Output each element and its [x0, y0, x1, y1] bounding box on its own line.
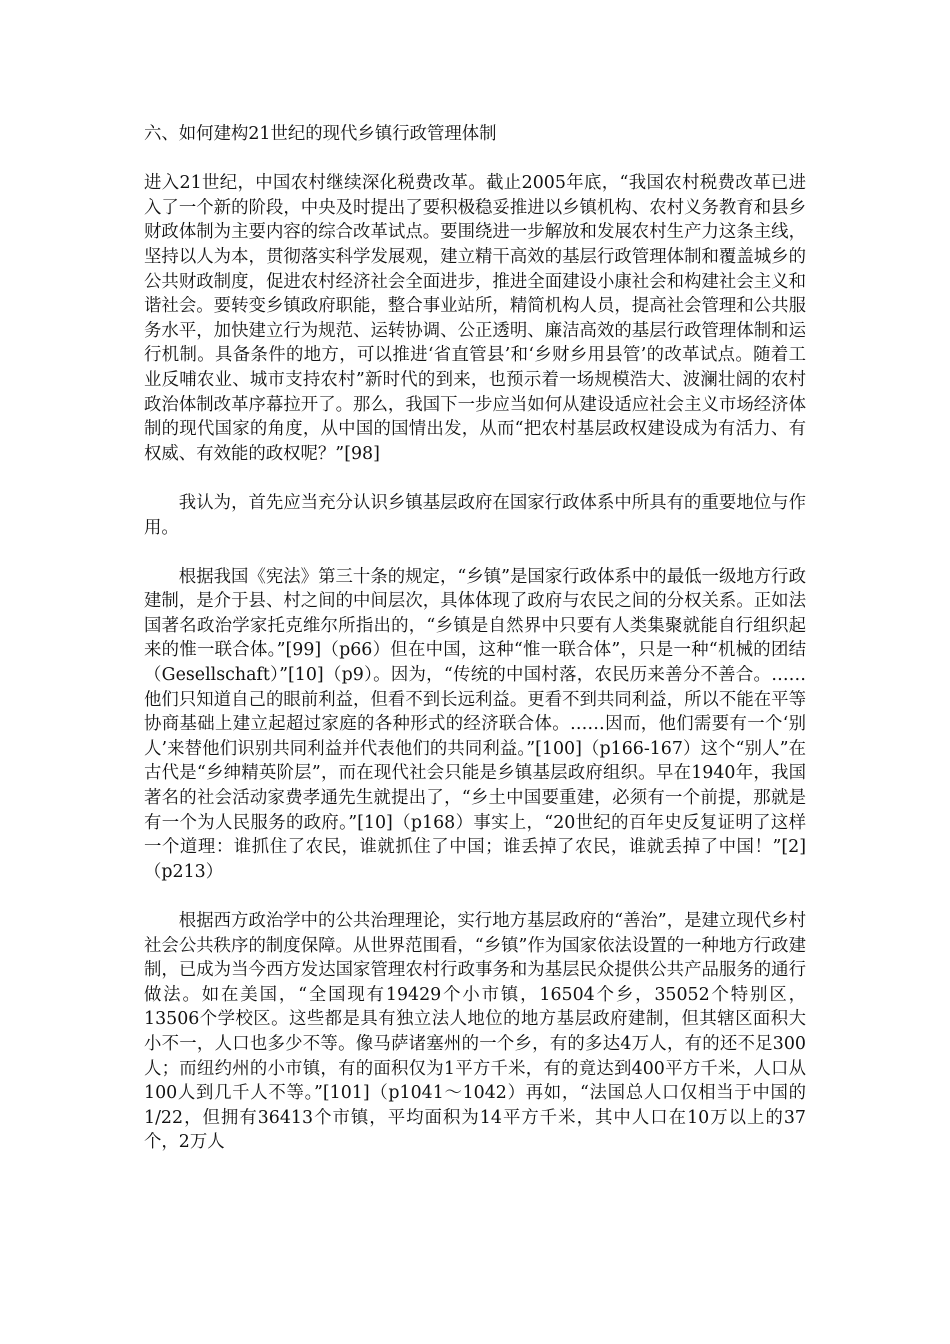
paragraph-4: 根据西方政治学中的公共治理理论，实行地方基层政府的“善治”，是建立现代乡村社会公共秩序的制度保障。从世界范围看，“乡镇”作为国家依法设置的一种地方行政建制，已成为当今西方发达国家管理农村行政事务和为基层民众提供公共产品服务的通行做法。如在美国，“全国现有19429个小市镇，16504个乡，35052个特别区，13506个学校区。这些都是具有独立法人地位的地方基层政府建制，但其辖区面积大小不一，人口也多少不等。像马萨诸塞州的一个乡，有的多达4万人，有的还不足300人；而纽约州的小市镇，有的面积仅为1平方千米，有的竟达到400平方千米，人口从100人到几千人不等。”[101]（p1041～1042）再如，“法国总人口仅相当于中国的1/22，但拥有36413个市镇，平均面积为14平方千米，其中人口在10万以上的37个，2万人	[144, 911, 806, 1153]
section-heading: 六、如何建构21世纪的现代乡镇行政管理体制	[144, 124, 497, 144]
document-body	[144, 122, 806, 1180]
paragraph-3: 根据我国《宪法》第三十条的规定，“乡镇”是国家行政体系中的最低一级地方行政建制，是介于县、村之间的中间层次，具体体现了政府与农民之间的分权关系。正如法国著名政治学家托克维尔所指出的，“乡镇是自然界中只要有人类集聚就能自行组织起来的惟一联合体。”[99]（p66）但在中国，这种“惟一联合体”，只是一种“机械的团结（Gesellschaft）”[10]（p9）。因为，“传统的中国村落，农民历来善分不善合。……他们只知道自己的眼前利益，但看不到长远利益。更看不到共同利益，所以不能在平等协商基础上建立起超过家庭的各种形式的经济联合体。……因而，他们需要有一个‘别人’来替他们识别共同利益并代表他们的共同利益。”[100]（p166-167）这个“别人”在古代是“乡绅精英阶层”，而在现代社会只能是乡镇基层政府组织。早在1940年，我国著名的社会活动家费孝通先生就提出了，“乡土中国要重建，必须有一个前提，那就是有一个为人民服务的政府。”[10]（p168）事实上，“20世纪的百年史反复证明了这样一个道理：谁抓住了农民，谁就抓住了中国；谁丢掉了农民，谁就丢掉了中国！”[2]（p213）	[144, 566, 806, 882]
paragraph-1: 进入21世纪，中国农村继续深化税费改革。截止2005年底，“我国农村税费改革已进入了一个新的阶段，中央及时提出了要积极稳妥推进以乡镇机构、农村义务教育和县乡财政体制为主要内容的综合改革试点。要围绕进一步解放和发展农村生产力这条主线，坚持以人为本，贯彻落实科学发展观，建立精干高效的基层行政管理体制和覆盖城乡的公共财政制度，促进农村经济社会全面进步，推进全面建设小康社会和构建社会主义和谐社会。要转变乡镇政府职能，整合事业站所，精简机构人员，提高社会管理和公共服务水平，加快建立行为规范、运转协调、公正透明、廉洁高效的基层行政管理体制和运行机制。具备条件的地方，可以推进‘省直管县’和‘乡财乡用县管’的改革试点。随着工业反哺农业、城市支持农村”新时代的到来，也预示着一场规模浩大、波澜壮阔的农村政治体制改革序幕拉开了。那么，我国下一步应当如何从建设适应社会主义市场经济体制的现代国家的角度，从中国的国情出发，从而“把农村基层政权建设成为有活力、有权威、有效能的政权呢？”[98]	[144, 173, 806, 464]
paragraph-2: 我认为，首先应当充分认识乡镇基层政府在国家行政体系中所具有的重要地位与作用。	[144, 492, 806, 538]
